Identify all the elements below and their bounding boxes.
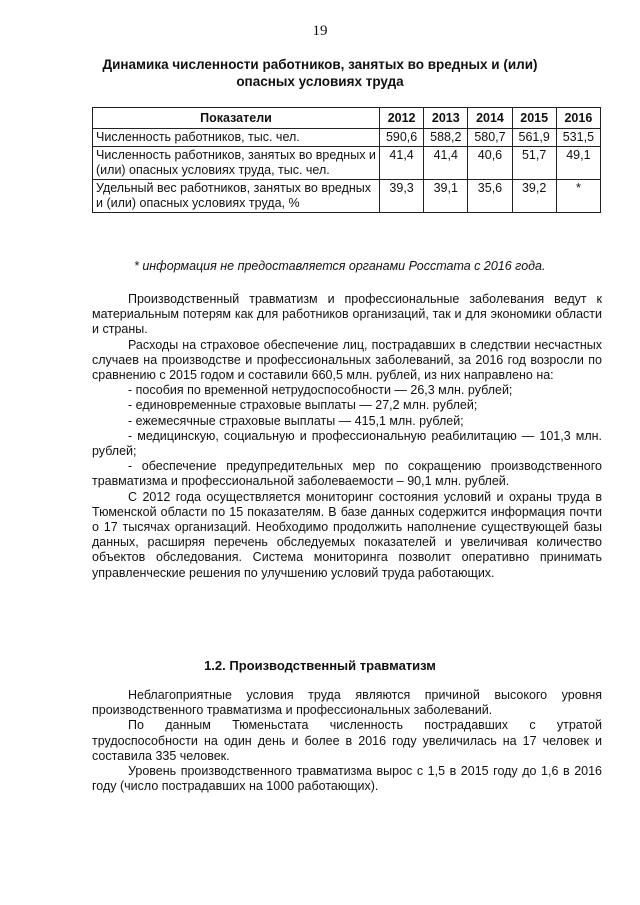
table-cell: 561,9	[512, 129, 556, 147]
column-header: Показатели	[93, 108, 380, 129]
table-cell: 531,5	[556, 129, 600, 147]
paragraph: С 2012 года осуществляется мониторинг состояния условий и охраны труда в Тюменской области по 15 показателям. В базе данных содержится информация почти о 17 тысячах организаций. Необходимо продолжить наполнение существующей базы данных, расширяя перечень обследуемых показателей и увеличивая количество объектов обследования. Система мониторинга позволит оперативно принимать управленческие решения по улучшению условий труда работающих.	[92, 489, 602, 580]
paragraph: Расходы на страховое обеспечение лиц, пострадавших в следствии несчастных случаев на производстве и профессиональных заболеваний, за 2016 год возросли по сравнению с 2015 годом и составили 660,5 млн. рублей, из них направлено на:	[92, 337, 602, 383]
table-cell: 51,7	[512, 147, 556, 180]
paragraph: Уровень производственного травматизма вырос с 1,5 в 2015 году до 1,6 в 2016 году (число пострадавших на 1000 работающих).	[92, 764, 602, 794]
row-label: Численность работников, тыс. чел.	[93, 129, 380, 147]
list-item: - медицинскую, социальную и профессиональную реабилитацию — 101,3 млн. рублей;	[92, 428, 602, 459]
data-table	[92, 107, 601, 213]
section-heading: 1.2. Производственный травматизм	[204, 658, 436, 673]
list-item: - ежемесячные страховые выплаты — 415,1 млн. рублей;	[128, 413, 464, 428]
page-number: 19	[312, 23, 328, 39]
table-header-row	[93, 108, 601, 129]
table-row	[93, 129, 601, 147]
table-cell: 41,4	[424, 147, 468, 180]
table-cell: 40,6	[468, 147, 512, 180]
table-cell: 39,1	[424, 180, 468, 213]
paragraph: Производственный травматизм и профессиональные заболевания ведут к материальным потерям как для работников организаций, так и для экономики области и страны.	[92, 292, 602, 337]
column-header: 2012	[380, 108, 424, 129]
body-text-block	[92, 292, 602, 581]
list-item: - пособия по временной нетрудоспособности — 26,3 млн. рублей;	[128, 383, 513, 398]
column-header: 2015	[512, 108, 556, 129]
table-title: Динамика численности работников, занятых во вредных и (или) опасных условиях труда	[102, 57, 538, 89]
column-header: 2013	[424, 108, 468, 129]
table-cell: 41,4	[380, 147, 424, 180]
table-row	[93, 180, 601, 213]
table-cell: 49,1	[556, 147, 600, 180]
table-row	[93, 147, 601, 180]
list-item: - единовременные страховые выплаты — 27,2 млн. рублей;	[128, 398, 478, 413]
column-header: 2014	[468, 108, 512, 129]
table-cell: 39,2	[512, 180, 556, 213]
row-label: Численность работников, занятых во вредных и (или) опасных условиях труда, тыс. чел.	[93, 147, 380, 180]
table-cell: 590,6	[380, 129, 424, 147]
table-cell: 35,6	[468, 180, 512, 213]
paragraph: По данным Тюменьстата численность пострадавших с утратой трудоспособности на один день и более в 2016 году увеличилась на 17 человек и составила 335 человек.	[92, 718, 602, 763]
table-footnote: * информация не предоставляется органами Росстата с 2016 года.	[134, 259, 546, 273]
table-cell: 580,7	[468, 129, 512, 147]
list-item: - обеспечение предупредительных мер по сокращению производственного травматизма и профессиональной заболеваемости – 90,1 млн. рублей.	[92, 459, 602, 489]
table-cell: 39,3	[380, 180, 424, 213]
column-header: 2016	[556, 108, 600, 129]
table-cell: *	[556, 180, 600, 213]
paragraph: Неблагоприятные условия труда являются причиной высокого уровня производственного травматизма и профессиональных заболеваний.	[92, 688, 602, 718]
section-text-block	[92, 688, 602, 794]
table-cell: 588,2	[424, 129, 468, 147]
row-label: Удельный вес работников, занятых во вредных и (или) опасных условиях труда, %	[93, 180, 380, 213]
